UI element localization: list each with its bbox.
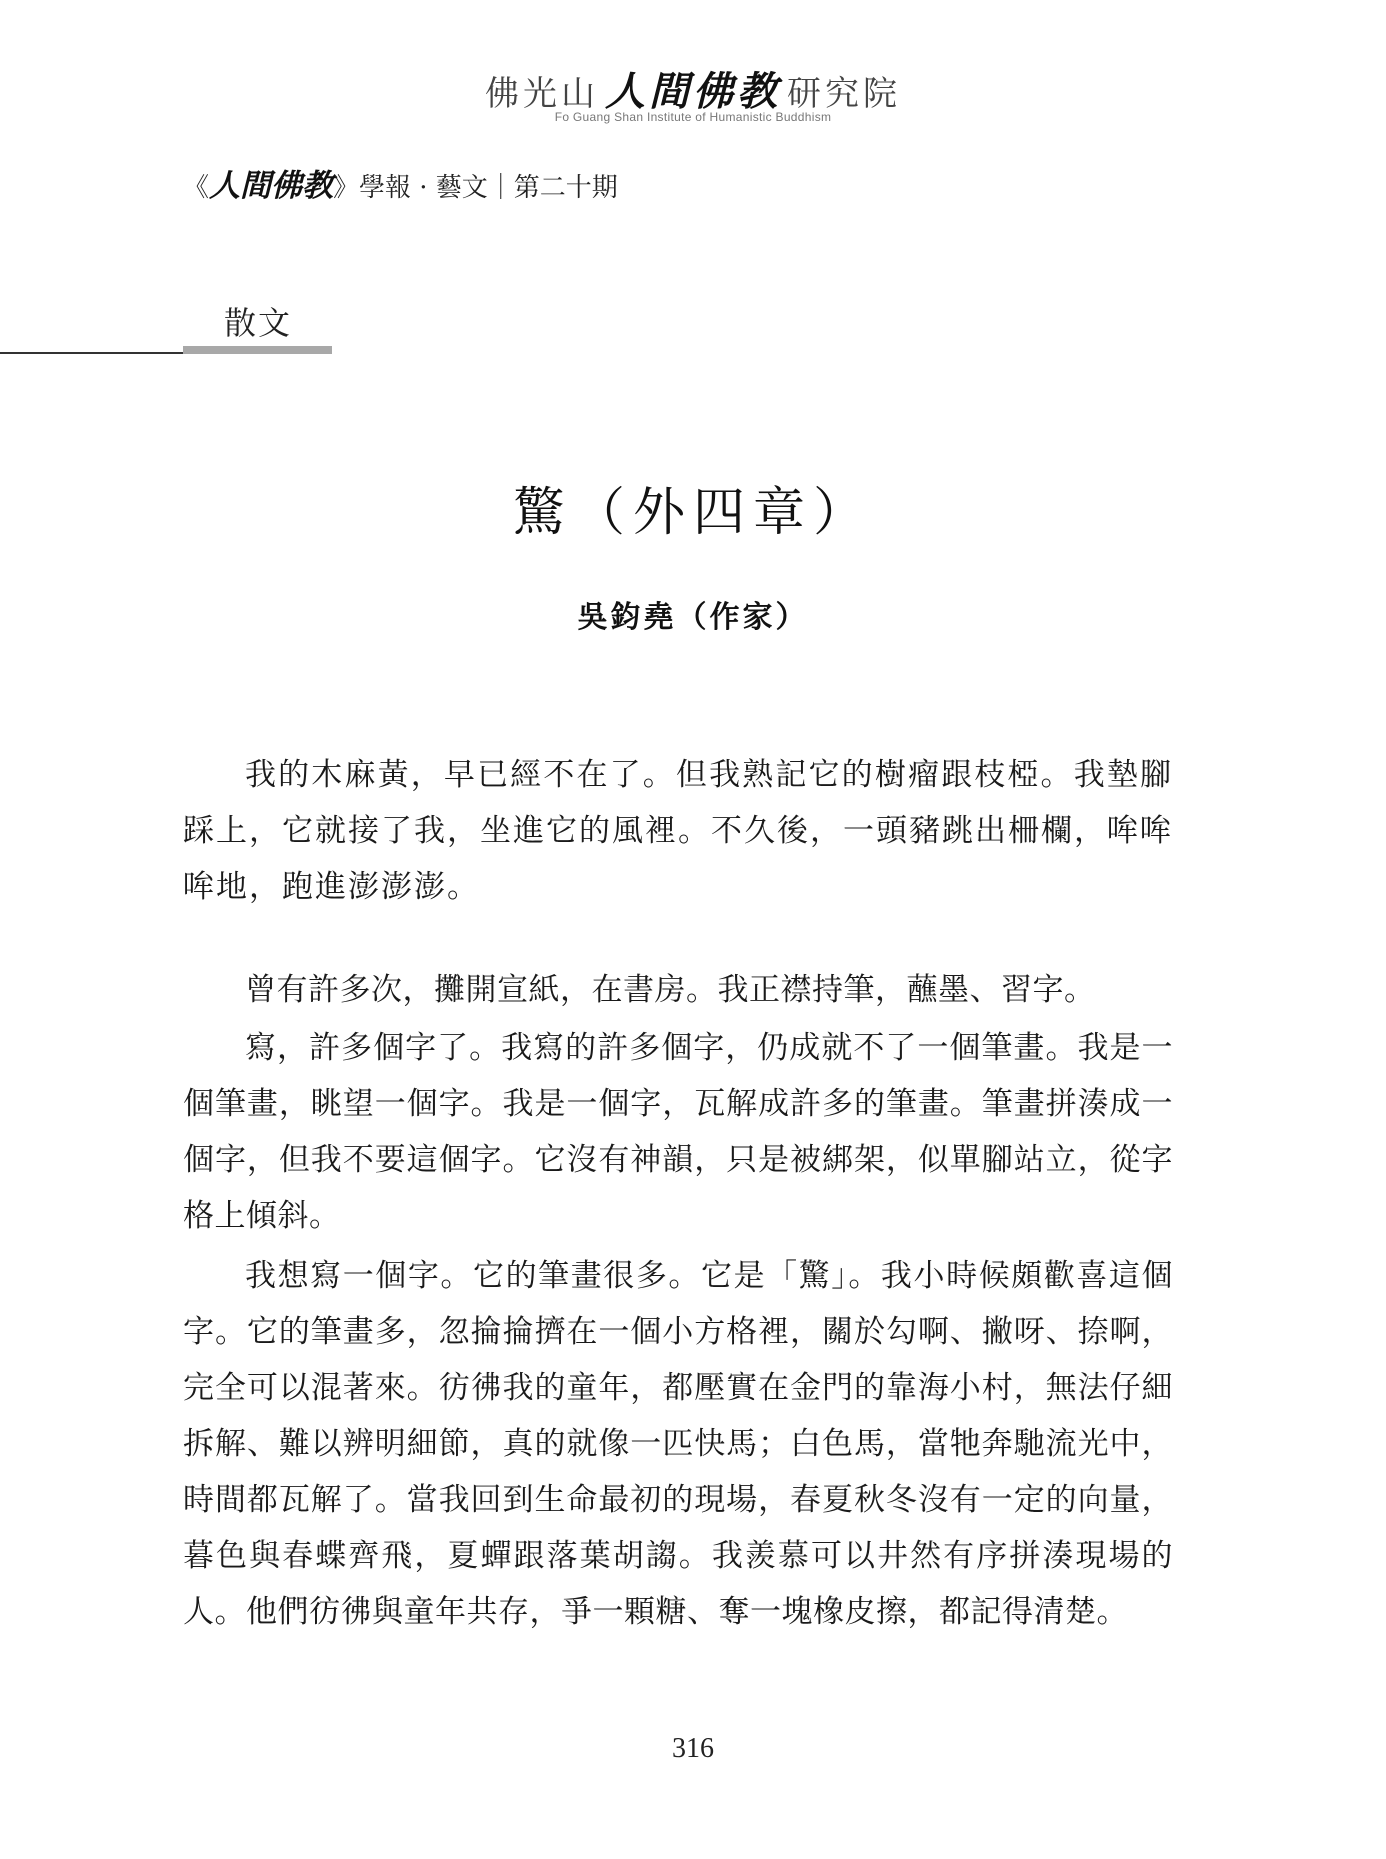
body-paragraph: 我想寫一個字。它的筆畫很多。它是「驚」。我小時候頗歡喜這個字。它的筆畫多，忽掄掄擠在一個小方格裡，關於勾啊、撇呀、捺啊，完全可以混著來。彷彿我的童年，都壓實在金門的靠海小村，無法仔細拆解、難以辨明細節，真的就像一匹快馬；白色馬，當牠奔馳流光中，時間都瓦解了。當我回到生命最初的現場，春夏秋冬沒有一定的向量，暮色與春蝶齊飛，夏蟬跟落葉胡謅。我羨慕可以井然有序拼湊現場的人。他們彷彿與童年共存，爭一顆糖、奪一塊橡皮擦，都記得清楚。 [183, 1258, 1173, 1630]
institute-brand-calligraphy: 人間佛教 [605, 68, 781, 115]
article-author: 吳鈞堯（作家） [577, 600, 809, 635]
institute-prefix: 佛光山 [485, 74, 599, 114]
article-title: 驚（外四章） [512, 483, 873, 543]
section-title: 散文 [224, 304, 293, 342]
body-paragraph: 曾有許多次，攤開宣紙，在書房。我正襟持筆，蘸墨、習字。 [245, 972, 1096, 1008]
institute-logo-line [0, 60, 1386, 117]
journal-line [183, 160, 618, 205]
institute-english-name: Fo Guang Shan Institute of Humanistic Buddhism [554, 110, 832, 124]
journal-open-bracket: 《 [183, 173, 210, 203]
body-paragraph: 我的木麻黃，早已經不在了。但我熟記它的樹瘤跟枝椏。我墊腳踩上，它就接了我，坐進它的風裡。不久後，一頭豬跳出柵欄，哞哞哞地，跑進澎澎澎。 [183, 757, 1173, 905]
institute-suffix: 研究院 [787, 74, 901, 114]
body-paragraph: 寫，許多個字了。我寫的許多個字，仍成就不了一個筆畫。我是一個筆畫，眺望一個字。我是一個字，瓦解成許多的筆畫。筆畫拼湊成一個字，但我不要這個字。它沒有神韻，只是被綁架，似單腳站立，從字格上傾斜。 [183, 1030, 1173, 1234]
section-rule-thick [183, 346, 332, 354]
journal-brand-calligraphy: 人間佛教 [209, 168, 334, 204]
page-number: 316 [672, 1733, 714, 1764]
journal-issue-text: 》學報 · 藝文｜第二十期 [333, 173, 618, 203]
